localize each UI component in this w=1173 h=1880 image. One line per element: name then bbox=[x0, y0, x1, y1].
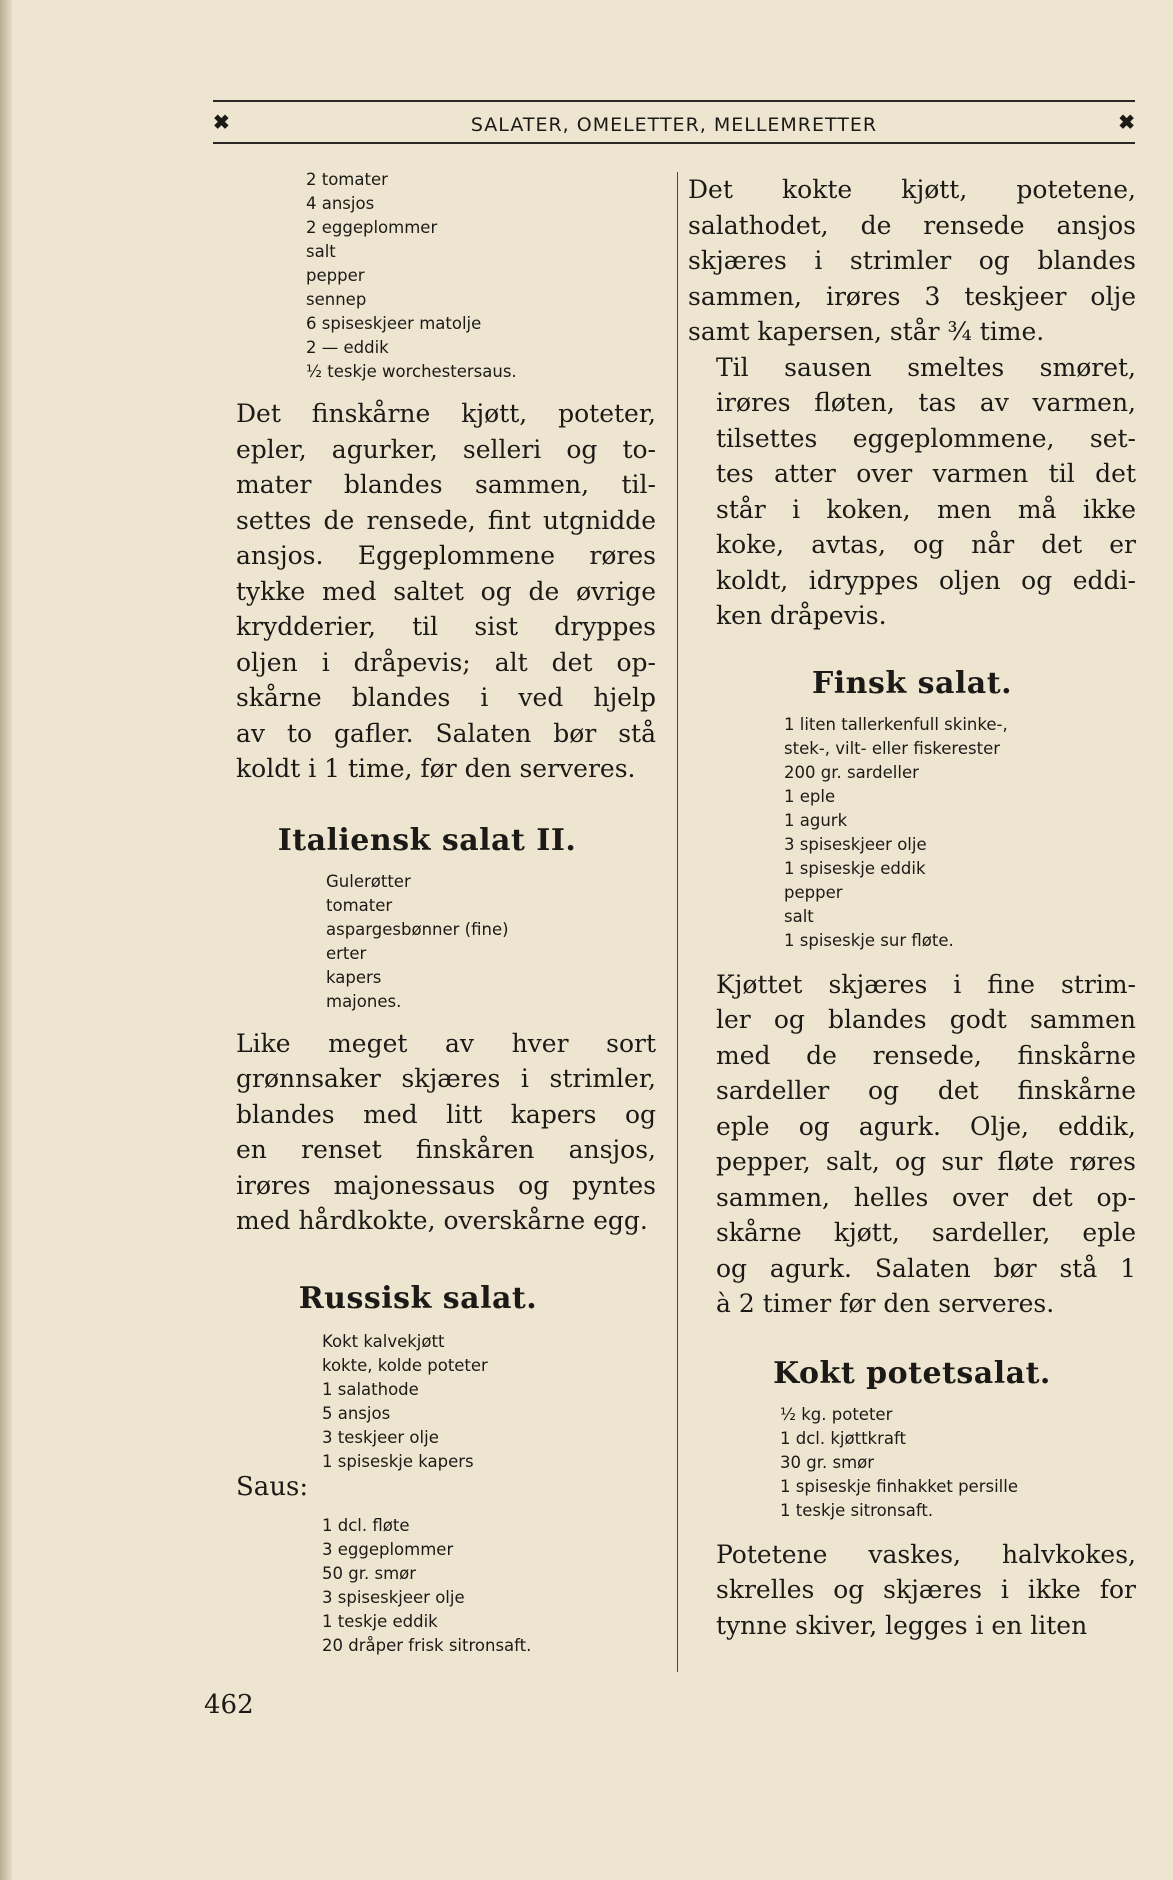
ingredient-item: 2 tomater bbox=[306, 170, 388, 189]
text-line: blandes med litt kapers og bbox=[236, 1099, 656, 1129]
text-line: med de rensede, finskårne bbox=[716, 1040, 1136, 1070]
recipe-paragraph bbox=[208, 1026, 656, 1239]
ingredient-item: Kokt kalvekjøtt bbox=[322, 1331, 445, 1351]
ingredient-item: majones. bbox=[326, 991, 402, 1011]
ingredient-list bbox=[780, 1403, 1136, 1523]
ingredient-item: 1 spiseskje kapers bbox=[322, 1451, 474, 1471]
ingredient-item: 1 eple bbox=[784, 786, 836, 806]
ingredient-list bbox=[326, 870, 656, 1014]
ingredient-item: 3 spiseskjeer olje bbox=[784, 834, 927, 854]
ingredient-item: 1 dcl. fløte bbox=[322, 1515, 410, 1535]
text-line: koke, avtas, og når det er bbox=[716, 530, 1136, 559]
text-line: pepper, salt, og sur fløte røres bbox=[716, 1147, 1136, 1176]
ingredient-item: pepper bbox=[306, 266, 365, 285]
ingredient-item: ½ kg. poteter bbox=[780, 1404, 893, 1424]
text-line: står i koken, men må ikke bbox=[716, 494, 1136, 524]
column-divider bbox=[677, 172, 678, 1672]
text-line: Det finskårne kjøtt, poteter, bbox=[236, 399, 656, 428]
text-line: Det kokte kjøtt, potetene, bbox=[688, 175, 1136, 204]
page-edge bbox=[0, 0, 12, 1880]
text-line: mater blandes sammen, til- bbox=[236, 470, 656, 499]
ingredient-item: 1 dcl. kjøttkraft bbox=[780, 1428, 906, 1448]
text-line: og agurk. Salaten bør stå 1 bbox=[716, 1253, 1136, 1283]
ingredient-item: 1 liten tallerkenfull skinke-, bbox=[784, 714, 1008, 734]
recipe-heading: Kokt potetsalat. bbox=[773, 1355, 1051, 1391]
ingredient-item: 1 agurk bbox=[784, 810, 848, 830]
recipe-paragraph bbox=[208, 396, 656, 787]
ingredient-item: stek-, vilt- eller fiskerester bbox=[784, 738, 1000, 758]
text-line: tykke med saltet og de øvrige bbox=[236, 576, 656, 606]
ingredient-list bbox=[322, 1514, 656, 1658]
text-line: à 2 timer før den serveres. bbox=[716, 1289, 1055, 1318]
ingredient-list bbox=[784, 713, 1136, 953]
ingredient-item: 6 spiseskjeer matolje bbox=[306, 314, 482, 333]
ingredient-item: aspargesbønner (fine) bbox=[326, 919, 509, 939]
right-column bbox=[688, 168, 1136, 1643]
recipe-heading: Italiensk salat II. bbox=[277, 822, 577, 858]
text-line: av to gafler. Salaten bør stå bbox=[236, 718, 656, 748]
sauce-label: Saus: bbox=[236, 1471, 309, 1502]
ingredient-item: salt bbox=[784, 906, 814, 926]
text-line: sardeller og det finskårne bbox=[716, 1076, 1136, 1105]
text-line: settes de rensede, fint utgnidde bbox=[236, 505, 656, 535]
ingredient-item: kapers bbox=[326, 967, 382, 987]
text-line: samt kapersen, står ¾ time. bbox=[688, 317, 1045, 346]
text-line: sammen, irøres 3 teskjeer olje bbox=[688, 281, 1136, 311]
text-line: koldt, idryppes oljen og eddi- bbox=[716, 565, 1136, 595]
text-line: skrelles og skjæres i ikke for bbox=[716, 1575, 1136, 1604]
ingredient-item: 2 — eddik bbox=[306, 338, 389, 357]
text-line: epler, agurker, selleri og to- bbox=[236, 434, 656, 464]
text-line: ler og blandes godt sammen bbox=[716, 1005, 1136, 1034]
ingredient-item: 30 gr. smør bbox=[780, 1452, 875, 1472]
left-column bbox=[208, 168, 656, 1658]
text-line: skårne blandes i ved hjelp bbox=[236, 683, 656, 712]
recipe-heading: Russisk salat. bbox=[298, 1280, 538, 1316]
text-line: skjæres i strimler og blandes bbox=[688, 246, 1136, 275]
text-line: koldt i 1 time, før den serveres. bbox=[236, 754, 636, 783]
ingredient-item: 3 eggeplommer bbox=[322, 1539, 454, 1559]
ingredient-item: 1 teskje eddik bbox=[322, 1611, 438, 1631]
text-line: eple og agurk. Olje, eddik, bbox=[716, 1111, 1136, 1141]
ingredient-item: 3 spiseskjeer olje bbox=[322, 1587, 465, 1607]
text-line: Til sausen smeltes smøret, bbox=[716, 352, 1136, 382]
ingredient-item: 4 ansjos bbox=[306, 194, 375, 213]
recipe-paragraph bbox=[688, 1537, 1136, 1644]
text-line: Potetene vaskes, halvkokes, bbox=[716, 1539, 1136, 1569]
text-line: Kjøttet skjæres i fine strim- bbox=[716, 969, 1136, 999]
text-line: Like meget av hver sort bbox=[236, 1028, 656, 1058]
ingredient-item: 50 gr. smør bbox=[322, 1563, 417, 1583]
ingredient-item: 1 teskje sitronsaft. bbox=[780, 1500, 934, 1520]
text-line: med hårdkokte, overskårne egg. bbox=[236, 1206, 648, 1235]
text-line: sammen, helles over det op- bbox=[716, 1182, 1136, 1212]
text-line: en renset finskåren ansjos, bbox=[236, 1135, 656, 1164]
text-line: tilsettes eggeplommene, set- bbox=[716, 423, 1136, 453]
recipe-heading: Finsk salat. bbox=[811, 665, 1013, 701]
ingredient-item: 20 dråper frisk sitronsaft. bbox=[322, 1635, 532, 1655]
ingredient-item: 1 spiseskje eddik bbox=[784, 858, 926, 878]
ingredient-item: pepper bbox=[784, 882, 843, 902]
text-line: salathodet, de rensede ansjos bbox=[688, 210, 1136, 240]
cross-ornament-icon: ✖ bbox=[1118, 110, 1135, 134]
ingredient-item: 3 teskjeer olje bbox=[322, 1427, 439, 1447]
ingredient-item: 1 spiseskje finhakket persille bbox=[780, 1476, 1018, 1496]
ingredient-item: tomater bbox=[326, 895, 393, 915]
text-line: oljen i dråpevis; alt det op- bbox=[236, 647, 656, 677]
text-line: krydderier, til sist dryppes bbox=[236, 612, 656, 641]
text-line: skårne kjøtt, sardeller, eple bbox=[716, 1218, 1136, 1247]
cross-ornament-icon: ✖ bbox=[213, 110, 230, 134]
ingredient-item: Gulerøtter bbox=[326, 871, 411, 891]
page-number: 462 bbox=[204, 1690, 254, 1720]
ingredient-list bbox=[306, 168, 656, 384]
text-line: irøres fløten, tas av varmen, bbox=[716, 388, 1136, 417]
recipe-paragraph bbox=[688, 172, 1136, 350]
recipe-paragraph bbox=[688, 967, 1136, 1322]
ingredient-item: kokte, kolde poteter bbox=[322, 1355, 488, 1375]
ingredient-item: salt bbox=[306, 242, 336, 261]
ingredient-item: 1 salathode bbox=[322, 1379, 419, 1399]
ingredient-item: 2 eggeplommer bbox=[306, 218, 438, 237]
ingredient-item: sennep bbox=[306, 290, 367, 309]
ingredient-item: erter bbox=[326, 943, 367, 963]
text-line: ansjos. Eggeplommene røres bbox=[236, 541, 656, 570]
text-line: tes atter over varmen til det bbox=[716, 459, 1136, 488]
text-line: grønnsaker skjæres i strimler, bbox=[236, 1064, 656, 1093]
text-line: tynne skiver, legges i en liten bbox=[716, 1610, 1088, 1640]
ingredient-item: 200 gr. sardeller bbox=[784, 762, 919, 782]
ingredient-item: 5 ansjos bbox=[322, 1403, 391, 1423]
ingredient-list bbox=[322, 1330, 656, 1474]
running-header bbox=[213, 100, 1135, 144]
recipe-paragraph bbox=[688, 350, 1136, 634]
text-line: irøres majonessaus og pyntes bbox=[236, 1170, 656, 1200]
text-line: ken dråpevis. bbox=[716, 601, 887, 630]
ingredient-item: ½ teskje worchestersaus. bbox=[306, 362, 517, 381]
ingredient-item: 1 spiseskje sur fløte. bbox=[784, 930, 954, 950]
running-header-title: SALATER, OMELETTER, MELLEMRETTER bbox=[470, 114, 878, 136]
